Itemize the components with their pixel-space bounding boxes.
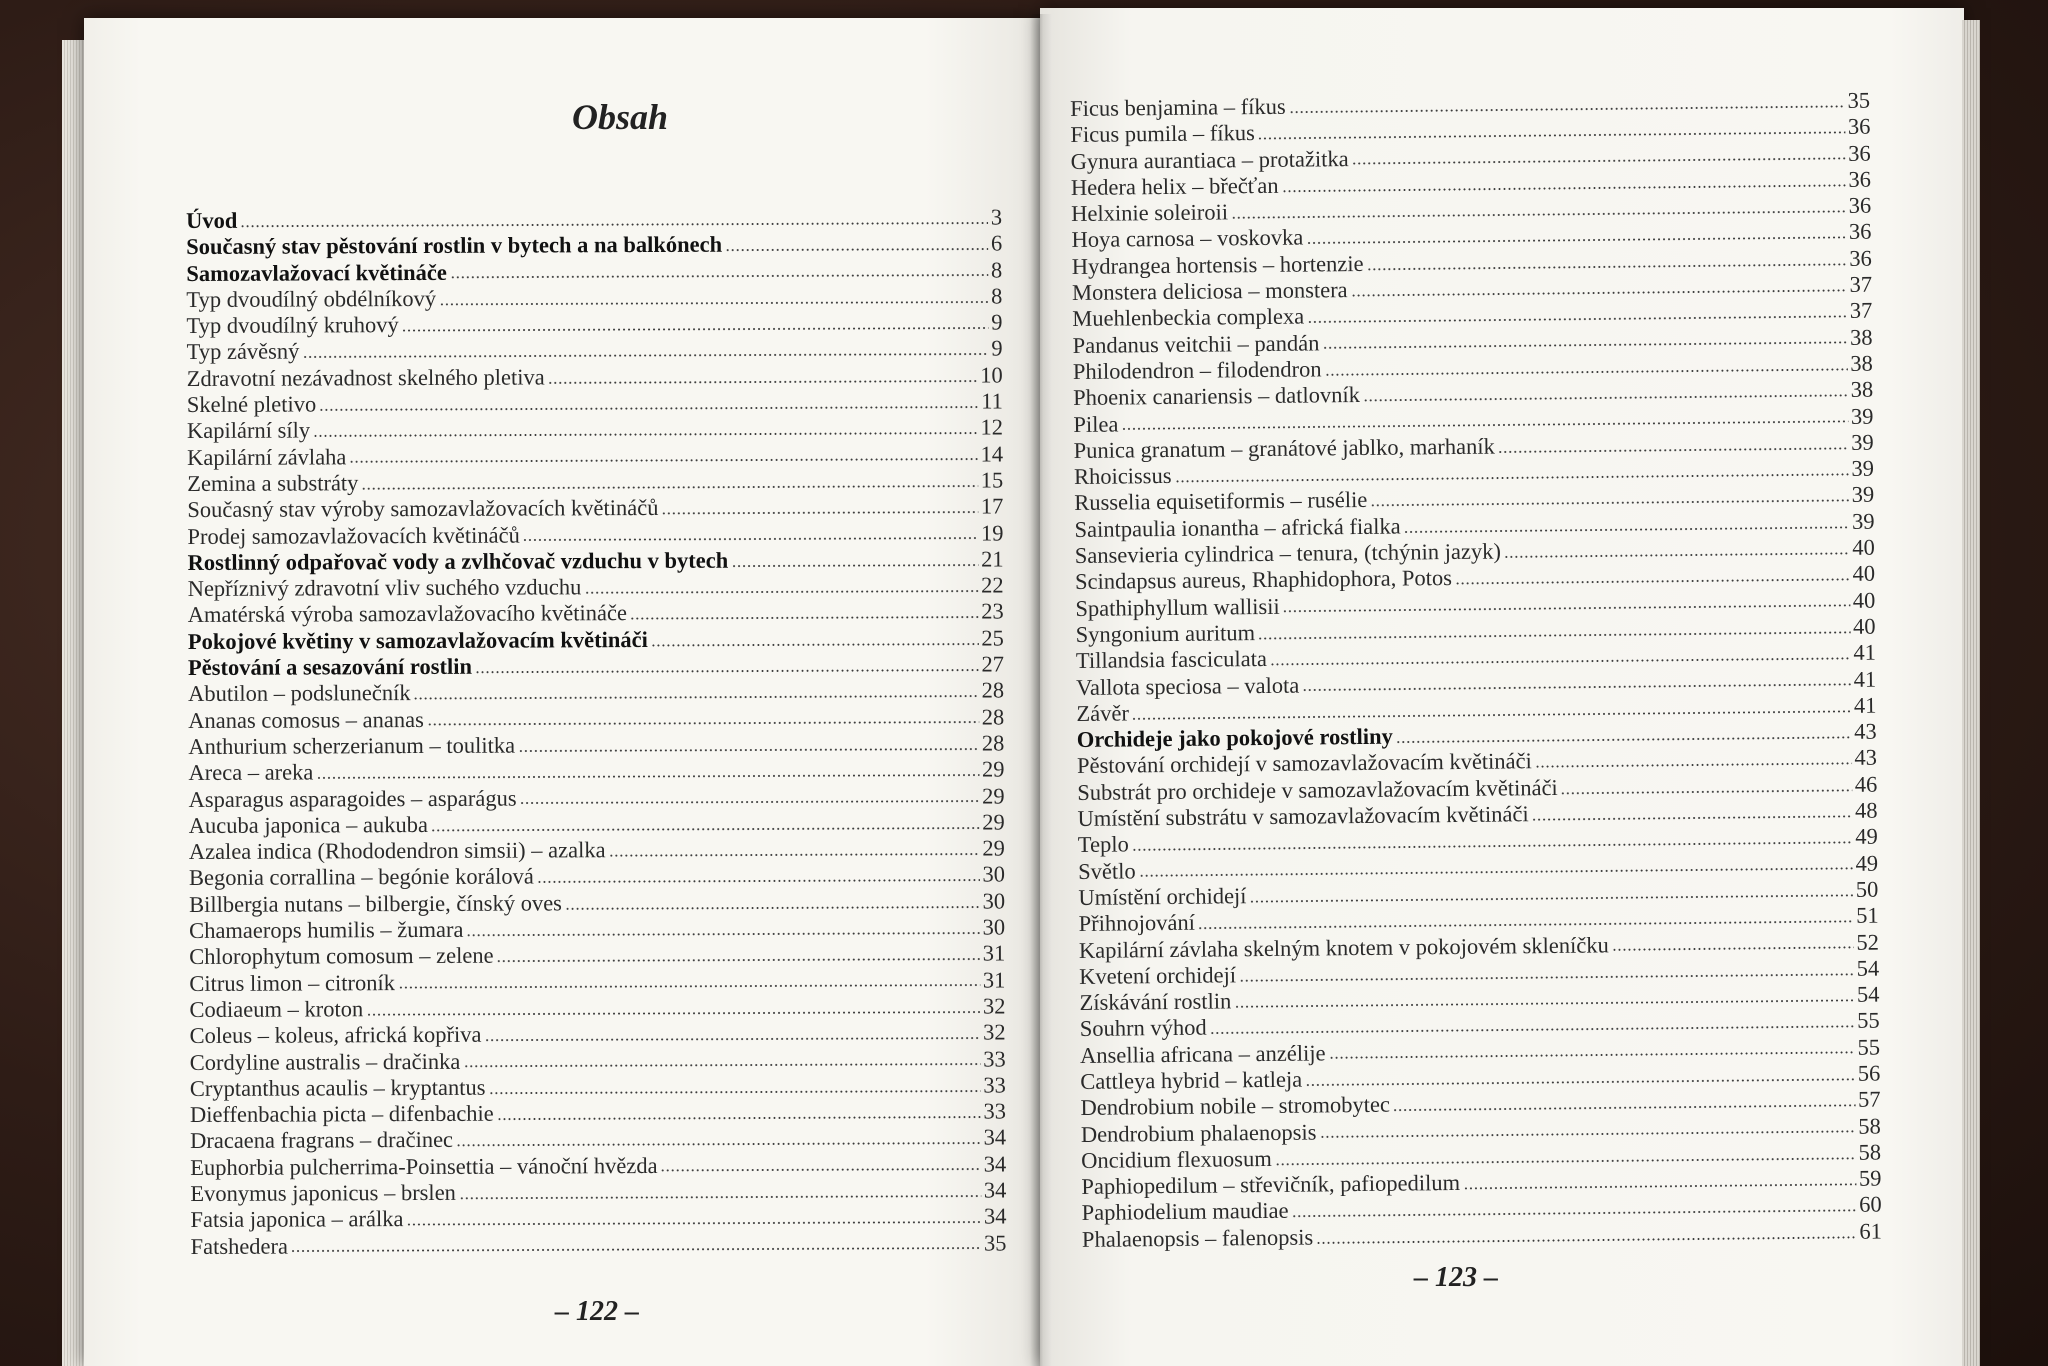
toc-entry-page: 29 [982, 809, 1005, 835]
toc-entry-page: 39 [1851, 429, 1874, 455]
toc-entry-page: 36 [1847, 113, 1871, 140]
toc-entry-title: Russelia equisetiformis – rusélie [1074, 487, 1368, 516]
toc-entry-page: 3 [990, 204, 1003, 230]
toc-entry-title: Asparagus asparagoides – asparágus [188, 785, 517, 812]
toc-entry-page: 54 [1856, 981, 1880, 1007]
toc-leader-dots [291, 1245, 981, 1254]
toc-leader-dots [456, 1140, 981, 1148]
toc-entry-title: Současný stav výroby samozavlažovacích květináčů [187, 495, 659, 523]
toc-leader-dots [1322, 340, 1847, 351]
toc-entry-page: 10 [980, 362, 1003, 388]
toc-entry-page: 30 [982, 888, 1006, 914]
toc-entry [187, 494, 1003, 524]
toc-entry-title: Kapilární závlaha [187, 443, 347, 470]
toc-entry-page: 54 [1856, 955, 1880, 981]
toc-entry-page: 39 [1851, 455, 1875, 481]
toc-entry-page: 38 [1850, 350, 1873, 376]
toc-leader-dots [349, 457, 977, 466]
toc-entry-page: 29 [982, 835, 1005, 861]
toc-leader-dots [1612, 945, 1854, 954]
toc-entry [186, 204, 1002, 234]
toc-entry-title: Kapilární síly [186, 417, 311, 444]
toc-leader-dots [1463, 1181, 1856, 1191]
toc-leader-dots [1250, 892, 1853, 904]
toc-leader-dots [466, 930, 979, 938]
toc-leader-dots [725, 246, 988, 253]
toc-leader-dots [1307, 314, 1847, 326]
toc-entry-title: Fatshedera [190, 1233, 289, 1259]
toc-entry-title: Získávání rostlin [1079, 988, 1232, 1016]
toc-entry-page: 40 [1852, 587, 1876, 613]
toc-leader-dots [497, 956, 980, 964]
toc-entry-page: 40 [1852, 534, 1875, 560]
toc-entry-title: Zdravotní nezávadnost skelného pletiva [186, 364, 545, 391]
toc-entry [186, 310, 1002, 340]
toc-entry-title: Samozavlažovací květináče [186, 259, 447, 286]
toc-entry-title: Euphorbia pulcherrima-Poinsettia – vánoční hvězda [190, 1152, 658, 1180]
toc-entry-title: Paphiopedilum – střevičník, pafiopedilum [1081, 1170, 1461, 1200]
toc-leader-dots [484, 1035, 980, 1043]
toc-entry-title: Nepříznivý zdravotní vliv suchého vzduchu [187, 574, 582, 602]
toc-entry-title: Ficus pumila – fíkus [1070, 120, 1255, 148]
toc-entry-title: Souhrn výhod [1079, 1015, 1207, 1042]
toc-title: Obsah [571, 97, 669, 137]
toc-entry-page: 52 [1856, 929, 1880, 955]
toc-leader-dots [584, 588, 978, 596]
toc-leader-dots [1404, 524, 1849, 535]
toc-entry-title: Philodendron – filodendron [1072, 356, 1322, 384]
toc-entry-page: 25 [981, 625, 1004, 651]
toc-entry [188, 599, 1004, 629]
toc-entry-page: 12 [980, 414, 1004, 440]
toc-entry [187, 441, 1003, 471]
toc-leader-dots [1396, 734, 1851, 745]
toc-leader-dots [463, 1061, 980, 1069]
toc-entry-title: Punica granatum – granátové jablko, marhaník [1073, 433, 1495, 463]
toc-leader-dots [1370, 498, 1848, 509]
toc-leader-dots [1352, 156, 1846, 167]
toc-leader-dots [1239, 971, 1854, 983]
toc-leader-dots [1329, 1050, 1855, 1062]
toc-entry [187, 415, 1003, 445]
toc-leader-dots [414, 693, 979, 701]
toc-leader-dots [459, 1193, 981, 1201]
toc-entry-page: 8 [990, 257, 1003, 283]
toc-entry-title: Areca – areka [188, 759, 314, 786]
toc-entry [190, 1177, 1006, 1207]
toc-entry-title: Monstera deliciosa – monstera [1071, 277, 1348, 306]
toc-leader-dots [661, 1167, 981, 1174]
toc-entry-page: 48 [1854, 797, 1878, 823]
toc-leader-dots [1283, 603, 1850, 615]
toc-entry-page: 38 [1850, 376, 1874, 403]
page-number-right: – 123 – [1414, 1262, 1498, 1293]
toc-entry-title: Současný stav pěstování rostlin v bytech a na balkónech [186, 231, 723, 260]
toc-entry-page: 9 [991, 309, 1003, 335]
toc-leader-dots [366, 1009, 980, 1018]
toc-entry-page: 30 [982, 861, 1005, 887]
toc-entry [187, 520, 1003, 550]
toc-entry-title: Prodej samozavlažovacích květináčů [187, 522, 520, 549]
toc-leader-dots [518, 746, 979, 754]
toc-entry-title: Billbergia nutans – bilbergie, čínský oves [188, 890, 562, 917]
toc-entry-title: Citrus limon – citroník [189, 969, 396, 996]
toc-leader-dots [431, 825, 979, 833]
toc-leader-dots [1393, 1102, 1855, 1113]
toc-leader-dots [1319, 1129, 1855, 1141]
toc-entry-title: Phoenix canariensis – datlovník [1073, 382, 1361, 411]
toc-entry-title: Gynura aurantiaca – protažitka [1070, 145, 1349, 174]
toc-leader-dots [630, 614, 978, 622]
toc-entry [188, 625, 1004, 655]
toc-leader-dots [1282, 182, 1846, 194]
toc-entry-title: Evonymus japonicus – brslen [190, 1179, 456, 1206]
toc-entry-title: Syngonium auritum [1075, 620, 1256, 647]
toc-entry-page: 60 [1859, 1192, 1882, 1218]
toc-entry-title: Phalaenopsis – falenopsis [1081, 1224, 1314, 1252]
toc-entry-page: 36 [1848, 219, 1872, 245]
toc-leader-dots [731, 562, 978, 569]
toc-leader-dots [319, 404, 978, 413]
toc-entry-page: 37 [1849, 297, 1873, 324]
toc-leader-dots [1270, 655, 1851, 667]
toc-entry-title: Pokojové květiny v samozavlažovacím květináči [187, 626, 648, 654]
toc-entry-page: 49 [1855, 823, 1878, 850]
toc-leader-dots [1292, 1208, 1857, 1220]
toc-leader-dots [497, 1114, 981, 1122]
toc-leader-dots [1455, 577, 1850, 587]
toc-list-right [1070, 88, 1882, 1253]
toc-entry [189, 941, 1005, 971]
toc-entry-page: 28 [981, 677, 1005, 703]
toc-entry-page: 9 [991, 335, 1003, 361]
toc-entry [190, 1125, 1006, 1155]
toc-entry [190, 1151, 1006, 1181]
toc-entry-title: Teplo [1077, 831, 1129, 858]
toc-entry [187, 546, 1003, 576]
toc-leader-dots [240, 220, 988, 229]
toc-leader-dots [1504, 550, 1849, 560]
toc-leader-dots [1532, 813, 1852, 822]
toc-entry-page: 40 [1852, 613, 1876, 639]
toc-leader-dots [1363, 392, 1848, 403]
toc-entry-title: Chlorophytum comosum – zelene [189, 942, 494, 970]
toc-entry-title: Begonia corrallina – begónie korálová [188, 863, 534, 891]
toc-leader-dots [313, 430, 977, 439]
toc-leader-dots [1258, 129, 1845, 141]
toc-entry-title: Závěr [1076, 700, 1130, 726]
toc-entry-page: 36 [1849, 245, 1872, 271]
toc-entry-page: 28 [981, 704, 1005, 730]
toc-leader-dots [1231, 208, 1846, 220]
toc-entry-title: Amatérská výroba samozavlažovacího květináče [187, 600, 628, 628]
toc-entry [188, 651, 1004, 681]
toc-entry-page: 59 [1858, 1165, 1882, 1191]
toc-entry [188, 573, 1004, 603]
toc-entry-title: Dendrobium phalaenopsis [1080, 1119, 1317, 1147]
toc-leader-dots [1498, 445, 1848, 455]
toc-leader-dots [1289, 103, 1845, 115]
toc-leader-dots [523, 535, 978, 543]
toc-entry-title: Pěstování a sesazování rostlin [187, 653, 473, 681]
toc-entry [189, 914, 1005, 944]
toc-entry [190, 1020, 1006, 1050]
toc-entry-page: 37 [1849, 271, 1873, 297]
toc-entry-title: Dendrobium nobile – stromobytec [1080, 1091, 1391, 1121]
toc-leader-dots [1198, 918, 1853, 931]
toc-entry-page: 22 [981, 572, 1004, 598]
toc-entry-page: 28 [981, 730, 1005, 756]
toc-leader-dots [398, 982, 980, 991]
toc-entry-title: Oncidium flexuosum [1081, 1145, 1272, 1173]
toc-entry-page: 40 [1852, 560, 1876, 587]
toc-entry-title: Abutilon – podslunečník [188, 680, 411, 707]
toc-entry [190, 1204, 1006, 1234]
toc-entry-title: Helxinie soleiroii [1071, 199, 1229, 227]
toc-entry-page: 34 [983, 1124, 1007, 1150]
toc-entry-page: 38 [1849, 324, 1873, 350]
toc-entry [188, 704, 1004, 734]
toc-entry-page: 36 [1848, 166, 1872, 192]
toc-entry-title: Cryptanthus acaulis – kryptantus [189, 1074, 486, 1101]
toc-entry-page: 29 [982, 782, 1005, 809]
toc-entry [187, 389, 1003, 419]
toc-entry-page: 23 [981, 598, 1004, 624]
toc-entry [187, 467, 1003, 497]
toc-entry-title: Tillandsia fasciculata [1075, 646, 1268, 674]
toc-entry-page: 6 [990, 230, 1003, 256]
toc-leader-dots [1234, 997, 1854, 1009]
toc-leader-dots [1210, 1024, 1855, 1037]
toc-entry-title: Cordyline australis – dračinka [189, 1048, 461, 1075]
book-gutter [1030, 14, 1052, 1366]
toc-leader-dots [427, 719, 979, 727]
toc-entry-page: 8 [991, 283, 1003, 309]
toc-entry-page: 34 [983, 1203, 1007, 1229]
toc-entry-title: Typ dvoudílný obdélníkový [186, 285, 437, 312]
toc-leader-dots [1258, 629, 1850, 641]
toc-entry-page: 55 [1857, 1034, 1881, 1060]
toc-entry [189, 993, 1005, 1023]
toc-entry-page: 34 [983, 1151, 1007, 1177]
toc-entry-page: 31 [982, 940, 1006, 966]
toc-entry-title: Rhoicissus [1073, 463, 1172, 490]
toc-entry-page: 41 [1853, 639, 1877, 666]
toc-entry [188, 757, 1004, 787]
toc-entry-title: Pilea [1073, 411, 1119, 437]
toc-leader-dots [406, 1219, 980, 1228]
toc-entry-title: Fatsia japonica – arálka [190, 1206, 404, 1233]
toc-entry [186, 231, 1002, 261]
toc-entry-page: 30 [982, 914, 1006, 940]
toc-entry-page: 34 [983, 1177, 1007, 1203]
page-number-left: – 122 – [555, 1296, 639, 1327]
toc-leader-dots [302, 351, 988, 360]
toc-entry-title: Světlo [1077, 857, 1136, 884]
toc-entry-page: 27 [981, 651, 1005, 677]
toc-entry-title: Paphiodelium maudiae [1081, 1198, 1289, 1226]
toc-entry-title: Cattleya hybrid – katleja [1080, 1066, 1303, 1094]
toc-entry-page: 33 [983, 1072, 1006, 1098]
toc-entry-title: Pěstování orchidejí v samozavlažovacím květináči [1076, 748, 1532, 779]
toc-entry-page: 29 [981, 756, 1005, 782]
toc-entry-page: 41 [1853, 692, 1877, 718]
toc-leader-dots [361, 483, 977, 492]
toc-entry-page: 55 [1857, 1007, 1880, 1034]
toc-entry [190, 1072, 1006, 1102]
toc-entry [190, 1230, 1006, 1260]
toc-entry-page: 39 [1850, 403, 1874, 429]
toc-leader-dots [439, 299, 988, 307]
toc-entry-title: Orchideje jako pokojové rostliny [1076, 723, 1393, 753]
toc-entry [186, 257, 1002, 287]
toc-entry-page: 51 [1855, 902, 1879, 929]
toc-entry-page: 33 [983, 1045, 1006, 1072]
toc-entry-page: 56 [1857, 1060, 1881, 1086]
toc-entry [189, 862, 1005, 892]
toc-leader-dots [1316, 1234, 1856, 1246]
toc-entry [188, 730, 1004, 760]
toc-entry-page: 43 [1854, 718, 1877, 744]
toc-entry-page: 33 [983, 1098, 1007, 1124]
toc-entry [189, 809, 1005, 839]
toc-leader-dots [402, 325, 989, 334]
toc-entry [190, 1046, 1006, 1076]
toc-entry-page: 58 [1858, 1139, 1882, 1165]
toc-leader-dots [661, 509, 977, 516]
toc-entry-page: 35 [1847, 87, 1871, 113]
toc-leader-dots [548, 378, 978, 386]
toc-entry [189, 888, 1005, 918]
toc-entry-title: Pandanus veitchii – pandán [1072, 330, 1320, 358]
toc-entry-title: Muehlenbeckia complexa [1072, 303, 1305, 332]
toc-entry [190, 1099, 1006, 1129]
toc-entry [187, 362, 1003, 392]
toc-leader-dots [537, 877, 980, 885]
toc-entry-page: 49 [1855, 850, 1879, 876]
toc-entry-title: Vallota speciosa – valota [1076, 672, 1300, 700]
toc-entry-title: Rostlinný odpařovač vody a zvlhčovač vzduchu v bytech [187, 547, 729, 575]
toc-entry-title: Scindapsus aureus, Rhaphidophora, Potos [1074, 565, 1453, 595]
toc-entry-page: 31 [982, 967, 1006, 993]
toc-entry-title: Saintpaulia ionantha – africká fialka [1074, 513, 1401, 542]
toc-entry [187, 336, 1003, 366]
toc-leader-dots [1561, 787, 1852, 796]
toc-leader-dots [1302, 682, 1850, 694]
toc-entry-title: Hydrangea hortensis – hortenzie [1071, 250, 1364, 279]
toc-leader-dots [1305, 1076, 1855, 1088]
toc-entry [189, 967, 1005, 997]
toc-entry [189, 783, 1005, 813]
toc-entry-title: Coleus – koleus, africká kopřiva [189, 1021, 482, 1049]
toc-entry-title: Hoya carnosa – voskovka [1071, 225, 1304, 253]
toc-leader-dots [1306, 235, 1846, 247]
toc-entry-page: 46 [1854, 771, 1878, 797]
toc-entry-title: Umístění orchidejí [1078, 883, 1247, 910]
toc-entry-title: Azalea indica (Rhododendron simsii) – azalka [188, 837, 606, 865]
toc-entry-title: Spathiphyllum wallisii [1075, 593, 1280, 621]
toc-entry-title: Anthurium scherzerianum – toulitka [188, 732, 516, 759]
toc-entry-page: 14 [980, 441, 1004, 467]
toc-leader-dots [1275, 1155, 1856, 1167]
toc-leader-dots [488, 1088, 980, 1096]
toc-entry-title: Ansellia africana – anzélije [1079, 1040, 1326, 1068]
toc-entry-page: 50 [1855, 876, 1879, 902]
toc-entry-page: 15 [980, 467, 1004, 493]
toc-entry-title: Ficus benjamina – fíkus [1070, 93, 1286, 121]
toc-entry-page: 39 [1851, 508, 1875, 534]
toc-entry-page: 32 [983, 1019, 1006, 1045]
toc-entry-title: Typ dvoudílný kruhový [186, 312, 399, 339]
toc-entry-title: Dracaena fragrans – dračinec [190, 1127, 454, 1154]
toc-leader-dots [609, 851, 980, 859]
toc-entry-title: Zemina a substráty [187, 470, 359, 496]
toc-entry-page: 36 [1848, 140, 1871, 166]
toc-entry-title: Umístění substrátu v samozavlažovacím květináči [1077, 801, 1529, 831]
page-edges-right [1962, 20, 1980, 1366]
toc-entry [186, 283, 1002, 313]
toc-entry-page: 32 [982, 993, 1006, 1019]
toc-entry-page: 58 [1858, 1113, 1881, 1139]
toc-entry-page: 19 [980, 519, 1004, 546]
toc-entry-page: 36 [1848, 192, 1872, 219]
toc-entry-title: Kapilární závlaha skelným knotem v pokojovém skleníčku [1078, 931, 1609, 963]
toc-leader-dots [1351, 287, 1847, 298]
toc-entry-page: 17 [980, 493, 1004, 519]
toc-entry-title: Substrát pro orchideje v samozavlažovacím květináči [1077, 774, 1558, 805]
toc-entry-title: Skelné pletivo [186, 391, 317, 418]
toc-entry-page: 61 [1859, 1218, 1883, 1244]
toc-leader-dots [565, 904, 980, 912]
toc-entry-page: 21 [980, 546, 1004, 572]
toc-entry-title: Ananas comosus – ananas [188, 706, 424, 733]
toc-entry-title: Sansevieria cylindrica – tenura, (tchýnin jazyk) [1074, 538, 1502, 569]
toc-entry-title: Přihnojování [1078, 909, 1196, 937]
toc-leader-dots [651, 641, 979, 648]
toc-entry-title: Hedera helix – břečťan [1070, 172, 1279, 200]
toc-entry-title: Dieffenbachia picta – difenbachie [189, 1100, 494, 1128]
toc-list-left [186, 204, 1007, 1259]
toc-entry-title: Kvetení orchidejí [1079, 962, 1237, 989]
toc-entry-title: Chamaerops humilis – žumara [189, 916, 464, 944]
toc-leader-dots [450, 272, 988, 280]
toc-leader-dots [1325, 366, 1848, 377]
toc-entry-title: Úvod [186, 207, 238, 233]
toc-entry-page: 11 [981, 388, 1003, 414]
toc-entry [189, 836, 1005, 866]
toc-entry-page: 43 [1854, 745, 1878, 771]
toc-entry-title: Aucuba japonica – aukuba [188, 811, 429, 838]
toc-entry-title: Typ závěsný [186, 338, 300, 365]
toc-leader-dots [475, 667, 979, 675]
toc-leader-dots [1367, 261, 1847, 272]
toc-entry-title: Codiaeum – kroton [189, 996, 364, 1022]
toc-leader-dots [520, 798, 979, 806]
toc-entry-page: 35 [983, 1230, 1007, 1256]
toc-entry [188, 678, 1004, 708]
toc-leader-dots [316, 772, 979, 781]
toc-leader-dots [1535, 761, 1852, 770]
toc-entry-page: 57 [1857, 1086, 1881, 1113]
toc-entry-page: 39 [1851, 482, 1875, 508]
toc-entry-page: 41 [1853, 666, 1877, 692]
